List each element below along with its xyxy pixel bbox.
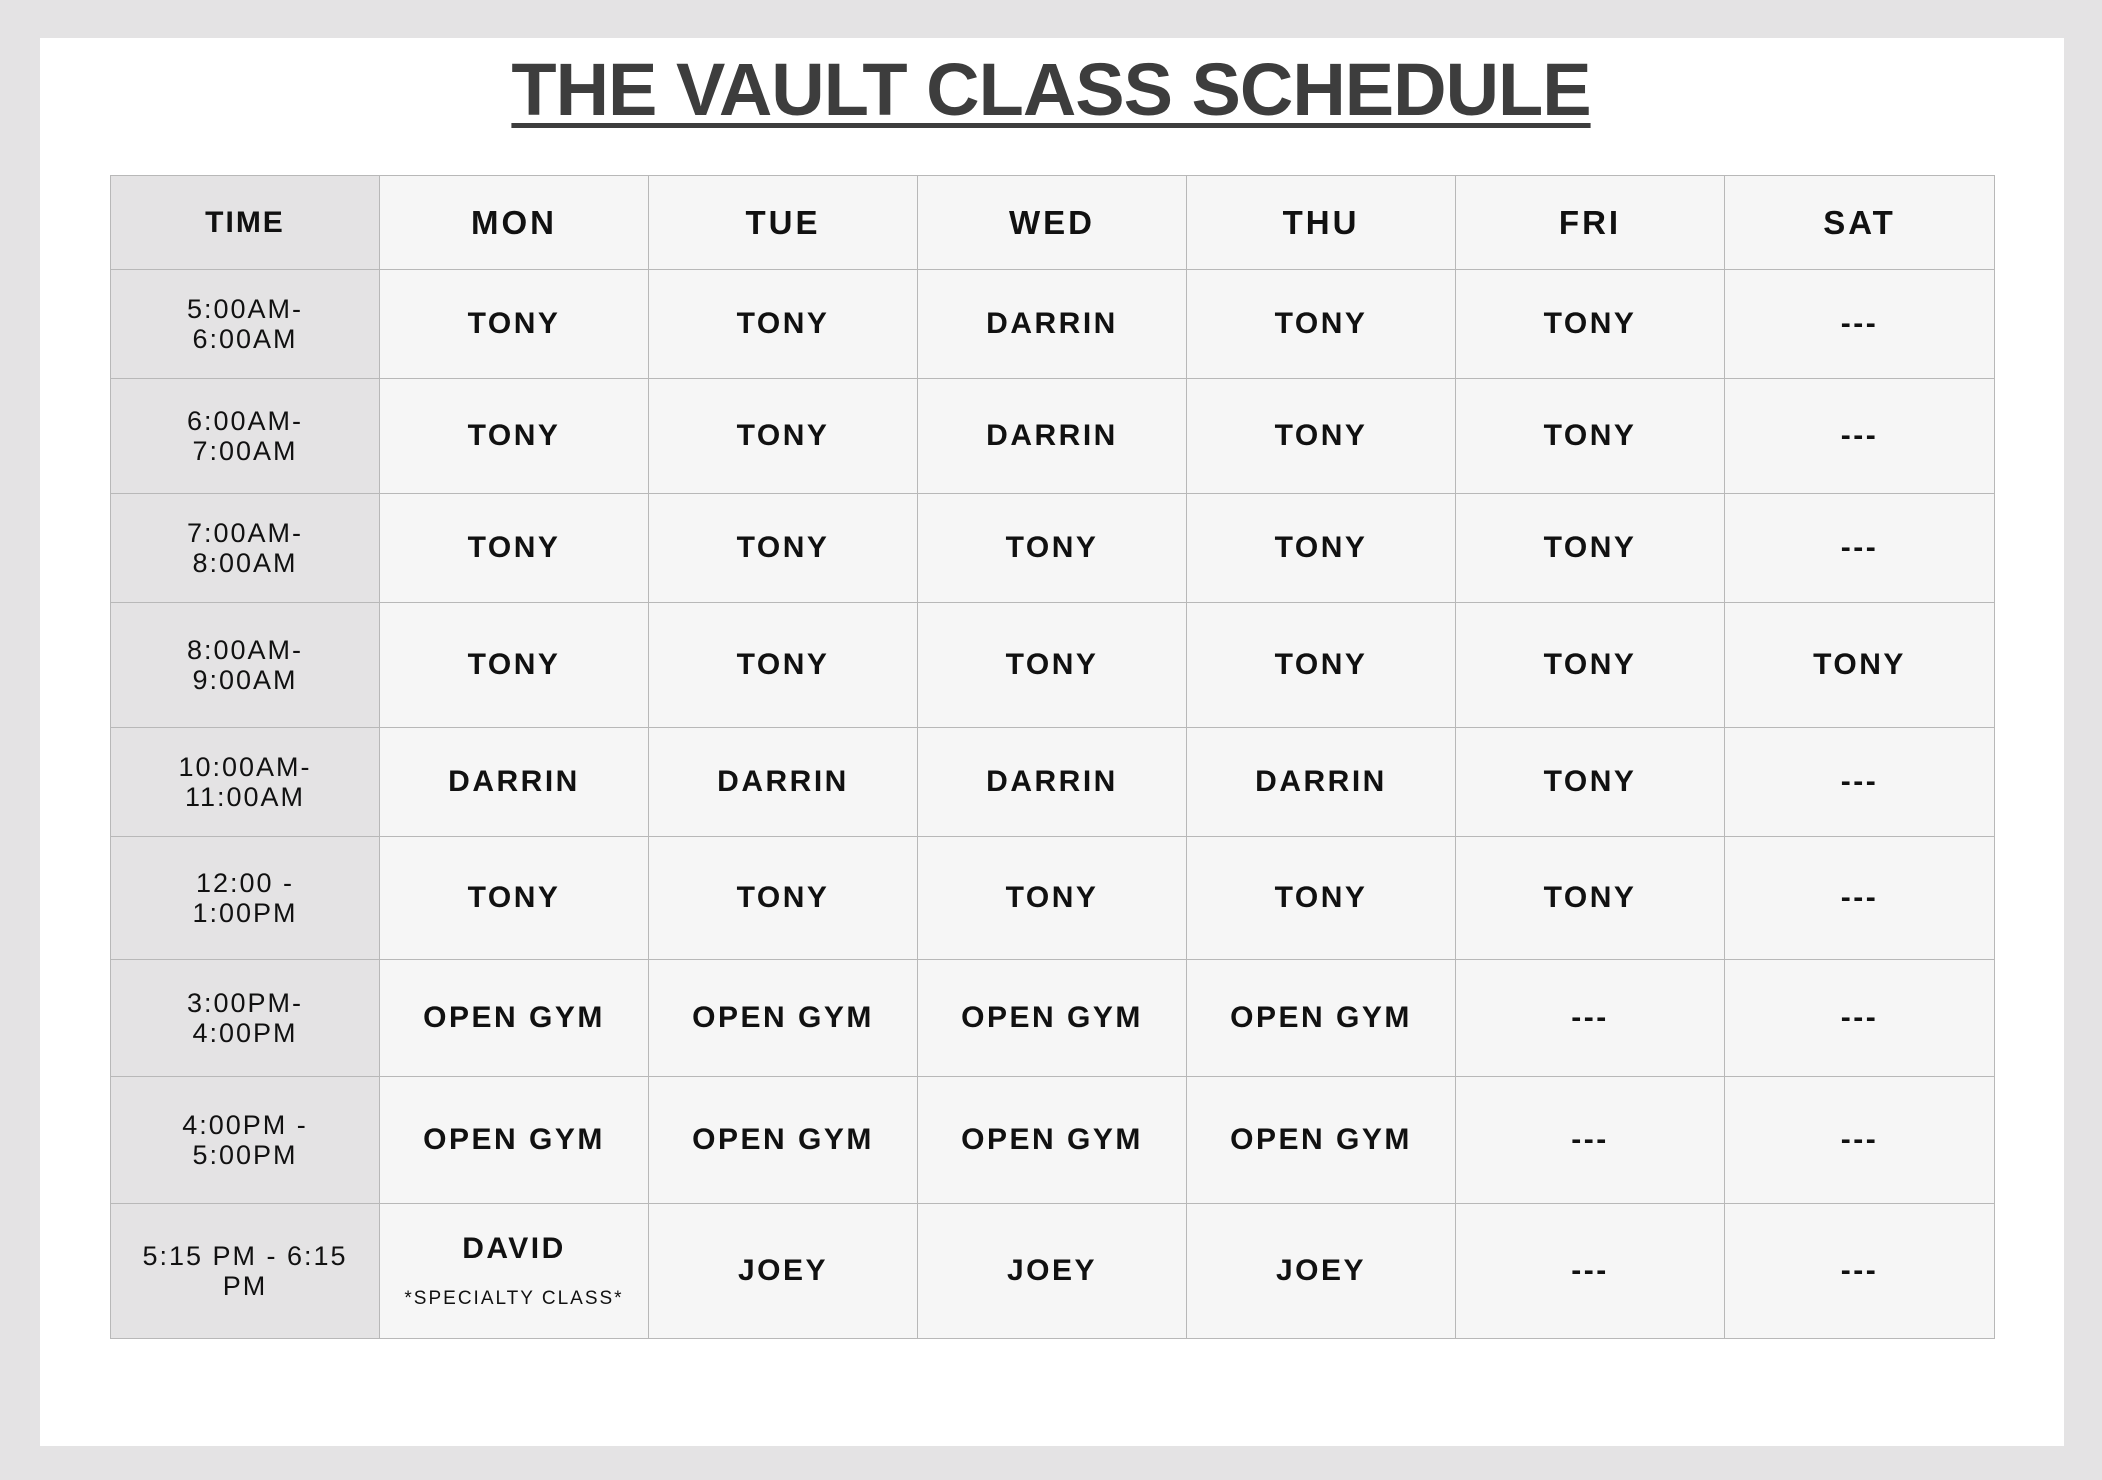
time-start: 5:00AM- bbox=[186, 294, 304, 324]
class-cell-sat bbox=[1725, 379, 1995, 494]
time-start: 12:00 - bbox=[195, 868, 295, 898]
class-cell-mon bbox=[380, 603, 649, 728]
instructor-name: TONY bbox=[1543, 648, 1637, 681]
instructor-name: TONY bbox=[736, 881, 830, 914]
class-cell-sat bbox=[1725, 494, 1995, 603]
class-cell-tue bbox=[649, 728, 918, 837]
time-cell bbox=[111, 837, 380, 960]
instructor-name: DARRIN bbox=[986, 765, 1118, 798]
instructor-name: --- bbox=[1571, 1123, 1609, 1156]
time-cell bbox=[111, 1204, 380, 1339]
time-cell bbox=[111, 379, 380, 494]
header-sat: SAT bbox=[1725, 176, 1995, 270]
instructor-name: --- bbox=[1840, 419, 1879, 452]
instructor-name: TONY bbox=[1274, 881, 1368, 914]
table-row bbox=[111, 1204, 1995, 1339]
header-fri: FRI bbox=[1456, 176, 1725, 270]
specialty-class-note: *SPECIALTY CLASS* bbox=[404, 1288, 624, 1309]
class-cell-mon bbox=[380, 379, 649, 494]
class-cell-mon bbox=[380, 1204, 649, 1339]
class-cell-sat bbox=[1725, 1077, 1995, 1204]
instructor-name: --- bbox=[1840, 1123, 1879, 1156]
instructor-name: TONY bbox=[1543, 307, 1637, 340]
class-cell-wed bbox=[918, 960, 1187, 1077]
time-start: 3:00PM- bbox=[186, 988, 304, 1018]
header-wed: WED bbox=[918, 176, 1187, 270]
time-end: 8:00AM bbox=[192, 548, 298, 578]
class-cell-fri bbox=[1456, 1204, 1725, 1339]
class-cell-tue bbox=[649, 1077, 918, 1204]
header-mon: MON bbox=[380, 176, 649, 270]
class-cell-mon bbox=[380, 270, 649, 379]
class-cell-wed bbox=[918, 494, 1187, 603]
class-cell-wed bbox=[918, 1204, 1187, 1339]
instructor-name: JOEY bbox=[1275, 1254, 1367, 1287]
instructor-name: TONY bbox=[1005, 648, 1099, 681]
instructor-name: --- bbox=[1840, 531, 1879, 564]
class-cell-fri bbox=[1456, 270, 1725, 379]
table-row bbox=[111, 837, 1995, 960]
time-end: PM bbox=[222, 1271, 268, 1301]
class-cell-mon bbox=[380, 1077, 649, 1204]
table-row bbox=[111, 379, 1995, 494]
class-cell-fri bbox=[1456, 837, 1725, 960]
instructor-name: --- bbox=[1571, 1001, 1609, 1034]
class-cell-wed bbox=[918, 379, 1187, 494]
instructor-name: OPEN GYM bbox=[961, 1001, 1143, 1034]
class-cell-fri bbox=[1456, 728, 1725, 837]
class-cell-thu bbox=[1187, 1077, 1456, 1204]
class-cell-sat bbox=[1725, 603, 1995, 728]
instructor-name: OPEN GYM bbox=[423, 1001, 605, 1034]
page-title: THE VAULT CLASS SCHEDULE bbox=[511, 48, 1591, 131]
instructor-name: TONY bbox=[467, 881, 561, 914]
class-cell-sat bbox=[1725, 837, 1995, 960]
instructor-name: DARRIN bbox=[448, 765, 580, 798]
class-cell-sat bbox=[1725, 960, 1995, 1077]
instructor-name: DARRIN bbox=[986, 419, 1118, 452]
class-cell-thu bbox=[1187, 960, 1456, 1077]
table-row bbox=[111, 960, 1995, 1077]
time-cell bbox=[111, 1077, 380, 1204]
time-cell bbox=[111, 960, 380, 1077]
instructor-name: TONY bbox=[736, 531, 830, 564]
instructor-name: OPEN GYM bbox=[692, 1001, 874, 1034]
instructor-name: TONY bbox=[467, 419, 561, 452]
time-start: 4:00PM - bbox=[182, 1110, 308, 1140]
class-cell-fri bbox=[1456, 960, 1725, 1077]
class-cell-wed bbox=[918, 728, 1187, 837]
time-cell bbox=[111, 603, 380, 728]
time-end: 11:00AM bbox=[184, 782, 306, 812]
header-row bbox=[111, 176, 1995, 270]
table-row bbox=[111, 728, 1995, 837]
schedule-table bbox=[110, 175, 1995, 1339]
instructor-name: TONY bbox=[1543, 765, 1637, 798]
header-time: TIME bbox=[111, 176, 380, 270]
class-cell-thu bbox=[1187, 728, 1456, 837]
class-cell-wed bbox=[918, 837, 1187, 960]
instructor-name: --- bbox=[1571, 1254, 1609, 1287]
class-cell-wed bbox=[918, 1077, 1187, 1204]
instructor-name: OPEN GYM bbox=[961, 1123, 1143, 1156]
header-thu: THU bbox=[1187, 176, 1456, 270]
instructor-name: TONY bbox=[1274, 648, 1368, 681]
instructor-name: --- bbox=[1840, 765, 1879, 798]
class-cell-tue bbox=[649, 494, 918, 603]
instructor-name: JOEY bbox=[737, 1254, 829, 1287]
class-cell-tue bbox=[649, 960, 918, 1077]
class-cell-wed bbox=[918, 270, 1187, 379]
instructor-name: TONY bbox=[736, 648, 830, 681]
class-cell-thu bbox=[1187, 494, 1456, 603]
class-cell-mon bbox=[380, 494, 649, 603]
class-cell-sat bbox=[1725, 1204, 1995, 1339]
instructor-name: OPEN GYM bbox=[423, 1123, 605, 1156]
instructor-name: OPEN GYM bbox=[1230, 1001, 1412, 1034]
class-cell-tue bbox=[649, 603, 918, 728]
time-cell bbox=[111, 270, 380, 379]
instructor-name: DAVID bbox=[462, 1232, 566, 1265]
class-cell-tue bbox=[649, 1204, 918, 1339]
class-cell-fri bbox=[1456, 494, 1725, 603]
time-start: 8:00AM- bbox=[186, 635, 304, 665]
instructor-name: TONY bbox=[1543, 531, 1637, 564]
instructor-name: TONY bbox=[1543, 419, 1637, 452]
class-cell-thu bbox=[1187, 379, 1456, 494]
class-cell-thu bbox=[1187, 1204, 1456, 1339]
instructor-name: DARRIN bbox=[1255, 765, 1387, 798]
instructor-name: TONY bbox=[1274, 307, 1368, 340]
instructor-name: TONY bbox=[736, 419, 830, 452]
instructor-name: TONY bbox=[1543, 881, 1637, 914]
header-tue: TUE bbox=[649, 176, 918, 270]
table-row bbox=[111, 270, 1995, 379]
class-cell-mon bbox=[380, 728, 649, 837]
instructor-name: OPEN GYM bbox=[692, 1123, 874, 1156]
class-cell-mon bbox=[380, 837, 649, 960]
instructor-name: TONY bbox=[467, 307, 561, 340]
table-row bbox=[111, 1077, 1995, 1204]
class-cell-thu bbox=[1187, 603, 1456, 728]
instructor-name: TONY bbox=[467, 531, 561, 564]
instructor-name: --- bbox=[1840, 1001, 1879, 1034]
class-cell-sat bbox=[1725, 270, 1995, 379]
time-end: 6:00AM bbox=[192, 324, 298, 354]
table-row bbox=[111, 603, 1995, 728]
time-end: 4:00PM bbox=[192, 1018, 298, 1048]
instructor-name: --- bbox=[1840, 307, 1879, 340]
instructor-name: --- bbox=[1840, 1254, 1879, 1287]
class-cell-fri bbox=[1456, 379, 1725, 494]
class-cell-tue bbox=[649, 837, 918, 960]
class-cell-fri bbox=[1456, 603, 1725, 728]
time-end: 5:00PM bbox=[192, 1140, 298, 1170]
class-cell-mon bbox=[380, 960, 649, 1077]
instructor-name: TONY bbox=[1005, 531, 1099, 564]
class-cell-fri bbox=[1456, 1077, 1725, 1204]
instructor-name: JOEY bbox=[1006, 1254, 1098, 1287]
time-cell bbox=[111, 494, 380, 603]
instructor-name: TONY bbox=[1274, 419, 1368, 452]
time-cell bbox=[111, 728, 380, 837]
class-cell-wed bbox=[918, 603, 1187, 728]
instructor-name: TONY bbox=[1005, 881, 1099, 914]
class-cell-tue bbox=[649, 379, 918, 494]
table-row bbox=[111, 494, 1995, 603]
class-cell-thu bbox=[1187, 270, 1456, 379]
instructor-name: TONY bbox=[1813, 648, 1906, 681]
class-cell-tue bbox=[649, 270, 918, 379]
class-cell-sat bbox=[1725, 728, 1995, 837]
time-start: 5:15 PM - 6:15 bbox=[142, 1241, 348, 1271]
time-start: 7:00AM- bbox=[186, 518, 304, 548]
instructor-name: TONY bbox=[467, 648, 561, 681]
instructor-name: TONY bbox=[736, 307, 830, 340]
class-cell-thu bbox=[1187, 837, 1456, 960]
time-start: 10:00AM- bbox=[178, 752, 312, 782]
time-end: 7:00AM bbox=[192, 436, 298, 466]
instructor-name: --- bbox=[1840, 881, 1879, 914]
instructor-name: TONY bbox=[1274, 531, 1368, 564]
instructor-name: OPEN GYM bbox=[1230, 1123, 1412, 1156]
time-start: 6:00AM- bbox=[186, 406, 304, 436]
time-end: 1:00PM bbox=[192, 898, 298, 928]
time-end: 9:00AM bbox=[192, 665, 298, 695]
instructor-name: DARRIN bbox=[986, 307, 1118, 340]
instructor-name: DARRIN bbox=[717, 765, 849, 798]
